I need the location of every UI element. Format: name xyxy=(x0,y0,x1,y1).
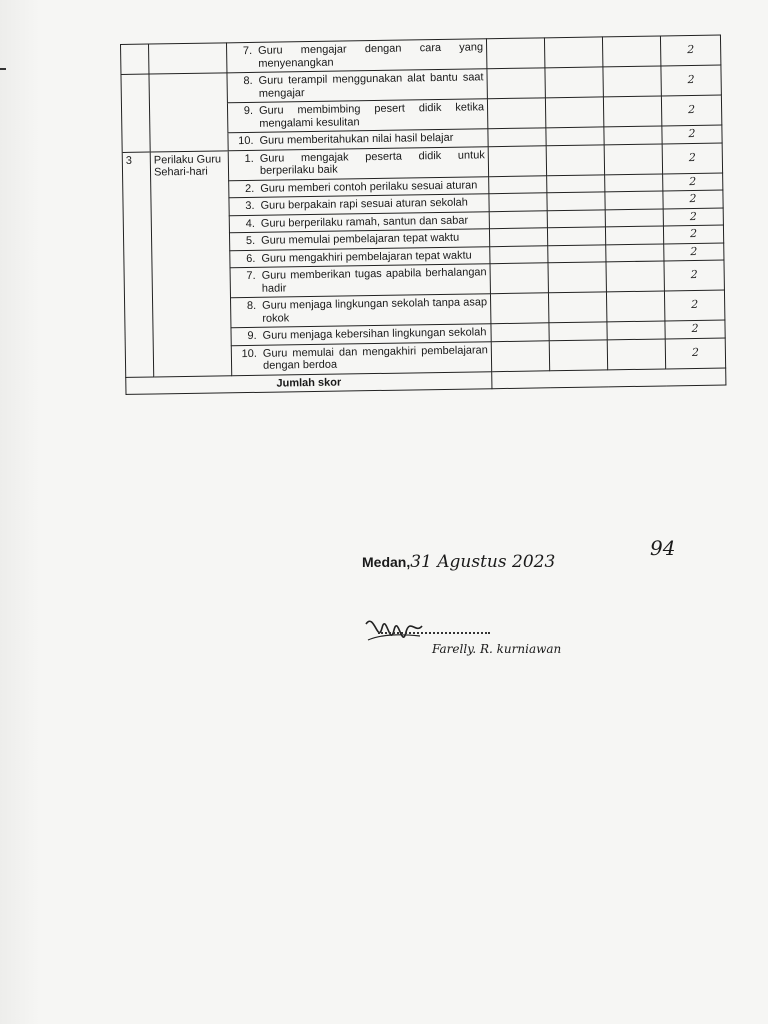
item-number: 6. xyxy=(246,252,256,265)
score-cell-empty xyxy=(603,96,661,127)
assessment-table-body xyxy=(121,35,726,394)
item-text: Guru mengakhiri pembelajaran tepat waktu xyxy=(261,249,472,265)
score-cell-empty xyxy=(605,208,663,226)
score-handwritten: 2 xyxy=(665,338,725,369)
place-label: Medan, xyxy=(362,554,411,570)
score-cell-empty xyxy=(490,263,548,294)
score-handwritten: 2 xyxy=(663,190,723,208)
item-text: Guru memberitahukan nilai hasil belajar xyxy=(259,131,454,147)
item-cell xyxy=(227,69,487,103)
item-text: Guru mengajak peserta didik untuk berperilaku baik xyxy=(259,148,485,177)
score-cell-empty xyxy=(545,97,603,128)
score-handwritten: 2 xyxy=(663,208,723,226)
item-text: Guru memulai dan mengakhiri pembelajaran dengan berdoa xyxy=(262,343,488,372)
item-cell xyxy=(231,341,491,375)
no-cell xyxy=(121,44,149,74)
score-cell-empty xyxy=(491,340,549,371)
date-handwritten: 31 Agustus 2023 xyxy=(410,552,556,572)
total-value-cell xyxy=(492,368,726,389)
score-cell-empty xyxy=(489,193,547,211)
aspect-cell xyxy=(149,103,227,134)
total-score-handwritten: 94 xyxy=(650,536,676,560)
score-cell-empty xyxy=(606,261,664,292)
score-cell-empty xyxy=(607,321,665,339)
no-cell xyxy=(121,104,149,134)
score-handwritten: 2 xyxy=(660,35,720,66)
score-handwritten: 2 xyxy=(661,95,721,126)
item-number: 8. xyxy=(243,74,253,88)
score-handwritten: 2 xyxy=(664,290,724,321)
score-cell-empty xyxy=(490,293,548,324)
score-handwritten: 2 xyxy=(663,173,723,191)
score-handwritten: 2 xyxy=(665,320,725,338)
score-cell-empty xyxy=(607,338,665,369)
signature-line xyxy=(378,632,490,634)
item-number: 9. xyxy=(247,329,257,343)
score-cell-empty xyxy=(549,322,607,340)
item-number: 9. xyxy=(243,104,254,118)
signature-place-date xyxy=(362,552,555,572)
score-cell-empty xyxy=(548,262,606,293)
assessment-table xyxy=(120,35,726,395)
score-cell-empty xyxy=(548,292,606,323)
no-cell xyxy=(121,74,149,104)
score-handwritten: 2 xyxy=(664,243,724,261)
section-number: 3 xyxy=(122,152,154,377)
item-text: Guru mengajar dengan cara yang menyenangkan xyxy=(258,41,484,70)
item-cell xyxy=(227,99,487,133)
edge-mark xyxy=(0,68,6,70)
item-text: Guru berpakain rapi sesuai aturan sekolah xyxy=(260,196,468,212)
score-cell-empty xyxy=(546,144,604,175)
score-cell-empty xyxy=(490,245,548,263)
score-cell-empty xyxy=(605,226,663,244)
aspect-cell xyxy=(149,73,227,104)
item-text: Guru memulai pembelajaran tepat waktu xyxy=(261,231,460,247)
item-cell xyxy=(231,294,491,328)
score-cell-empty xyxy=(546,127,604,145)
item-number: 4. xyxy=(245,217,255,230)
item-cell xyxy=(230,264,490,298)
score-cell-empty xyxy=(487,98,545,129)
score-handwritten: 2 xyxy=(662,125,722,143)
score-handwritten: 2 xyxy=(662,143,722,174)
score-handwritten: 2 xyxy=(663,225,723,243)
signer-name-handwritten: Farelly. R. kurniawan xyxy=(432,642,562,656)
score-cell-empty xyxy=(544,37,602,68)
score-cell-empty xyxy=(545,67,603,98)
item-text: Guru memberikan tugas apabila berhalangan hadir xyxy=(261,266,487,295)
item-cell xyxy=(228,146,488,180)
score-cell-empty xyxy=(604,143,662,174)
score-cell-empty xyxy=(487,68,545,99)
item-number: 7. xyxy=(242,44,253,58)
no-cell xyxy=(122,134,150,152)
score-handwritten: 2 xyxy=(661,65,721,96)
score-cell-empty xyxy=(488,128,546,146)
item-text: Guru berperilaku ramah, santun dan sabar xyxy=(260,214,469,230)
item-text: Guru membimbing pesert didik ketika mengalami kesulitan xyxy=(258,101,485,130)
item-number: 7. xyxy=(246,269,256,283)
score-cell-empty xyxy=(548,244,606,262)
score-cell-empty xyxy=(605,191,663,209)
aspect-cell xyxy=(149,43,227,74)
score-cell-empty xyxy=(603,66,661,97)
item-number: 2. xyxy=(245,182,255,195)
score-cell-empty xyxy=(488,145,546,176)
item-number: 8. xyxy=(246,299,257,313)
score-cell-empty xyxy=(602,36,660,67)
score-cell-empty xyxy=(489,228,547,246)
score-cell-empty xyxy=(605,173,663,191)
score-cell-empty xyxy=(547,174,605,192)
aspect-cell xyxy=(150,133,228,152)
item-number: 3. xyxy=(245,199,255,213)
item-text: Guru menjaga lingkungan sekolah tanpa asap rokok xyxy=(262,296,488,325)
score-cell-empty xyxy=(547,192,605,210)
item-number: 5. xyxy=(245,234,256,248)
score-cell-empty xyxy=(486,38,544,69)
item-text: Guru memberi contoh perilaku sesuai aturan xyxy=(260,178,478,195)
total-label: Jumlah skor xyxy=(126,371,492,394)
signature-scribble-icon xyxy=(360,604,430,654)
score-cell-empty xyxy=(489,210,547,228)
score-handwritten: 2 xyxy=(664,260,724,291)
score-cell-empty xyxy=(604,126,662,144)
item-cell xyxy=(226,39,486,73)
score-cell-empty xyxy=(491,323,549,341)
score-cell-empty xyxy=(547,209,605,227)
score-cell-empty xyxy=(606,243,664,261)
item-text: Guru menjaga kebersihan lingkungan sekolah xyxy=(262,326,487,342)
item-number: 10. xyxy=(241,347,257,360)
score-cell-empty xyxy=(547,227,605,245)
item-text: Guru terampil menggunakan alat bantu saat mengajar xyxy=(258,71,484,100)
item-number: 10. xyxy=(238,134,254,148)
score-cell-empty xyxy=(489,175,547,193)
score-cell-empty xyxy=(549,339,607,370)
section-aspect: Perilaku Guru Sehari-hari xyxy=(150,150,232,376)
item-number: 1. xyxy=(244,152,254,165)
score-cell-empty xyxy=(606,291,664,322)
